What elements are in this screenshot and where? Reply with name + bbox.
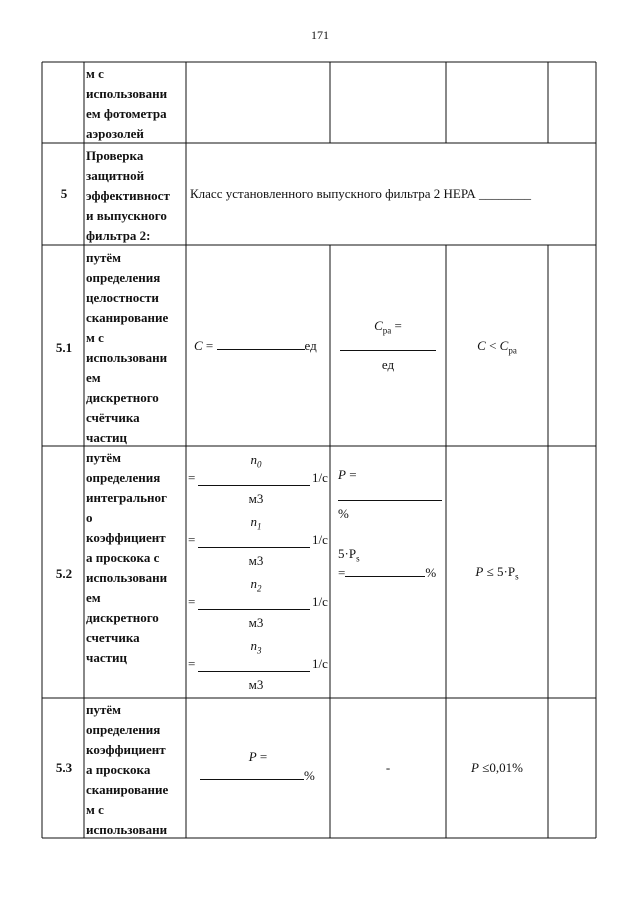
row53-p-value: [200, 768, 328, 784]
row52-p-unit: %: [338, 506, 349, 521]
row52-n2-eq: =: [188, 594, 196, 609]
row52-n1-blank[interactable]: [198, 547, 310, 548]
row53-p-unit: %: [304, 768, 315, 783]
row52-description: путём определения интегральног о коэффициент а проскока с использовани ем дискретного счетчика частиц: [86, 450, 168, 665]
row51-limit-label: [332, 318, 444, 336]
row53-criterion-op: ≤: [482, 760, 490, 775]
row52-n1-label: $n_1$: [250, 514, 262, 532]
row53-description: путём определения коэффициент а проскока сканирование м с использовани: [86, 702, 169, 837]
row52-ps-eq: =: [338, 565, 346, 580]
row52-n0-eq: =: [188, 470, 196, 485]
row52-p-blank[interactable]: [338, 500, 442, 501]
row52-criterion-op: ≤: [486, 564, 494, 579]
row52-number: 5.2: [55, 566, 73, 581]
row52-ps-blank[interactable]: [345, 576, 425, 577]
row53-number: 5.3: [55, 760, 73, 775]
row52-n2-below: м3: [248, 615, 264, 630]
row53-criterion-left: P: [471, 760, 479, 775]
row51-measure-blank[interactable]: [217, 349, 305, 350]
row52-criterion: [448, 564, 546, 582]
row5-filter-class-statement: Класс установленного выпускного фильтра 2 НЕРА ________: [190, 186, 532, 201]
row51-criterion-op: <: [489, 338, 497, 353]
row52-n3-unit: 1/с: [312, 656, 328, 671]
row51-limit-var: C: [374, 318, 383, 333]
row52-n2-label: $n_2$: [250, 576, 262, 594]
row51-description: путём определения целостности сканирование м с использовани ем дискретного счётчика частиц: [86, 250, 169, 445]
row52-criterion-sub: s: [515, 571, 519, 582]
row53-p-blank[interactable]: [200, 779, 304, 780]
row51-measure-unit: ед: [304, 338, 317, 353]
row51-number: 5.1: [55, 340, 73, 355]
row53-limit-value: -: [385, 760, 391, 775]
row52-p-label: P =: [338, 467, 357, 482]
row52-ps-value: [338, 565, 444, 581]
row51-limit-blank[interactable]: [340, 350, 436, 351]
row52-n3-eq: =: [188, 656, 196, 671]
row52-n1-below: м3: [248, 553, 264, 568]
row-cont-description: м с использовани ем фотометра аэрозолей: [86, 66, 168, 141]
row52-n1-eq: =: [188, 532, 196, 547]
row52-n1-unit: 1/с: [312, 532, 328, 547]
row51-measured-value: [194, 338, 328, 354]
row51-measure-eq: =: [205, 338, 214, 353]
row51-limit-sub: ра: [382, 325, 392, 336]
row52-n0-below: м3: [248, 491, 264, 506]
row51-measure-var: C: [194, 338, 203, 353]
row52-n2-unit: 1/с: [312, 594, 328, 609]
row52-n3-below: м3: [248, 677, 264, 692]
row5-number: 5: [60, 186, 68, 201]
row53-p-label: P =: [248, 749, 268, 764]
row5-description: Проверка защитной эффективност и выпускного фильтра 2:: [86, 148, 170, 243]
row52-n3-label: $n_3$: [250, 638, 262, 656]
row52-n3-blank[interactable]: [198, 671, 310, 672]
row52-n0-blank[interactable]: [198, 485, 310, 486]
row51-criterion-right: C: [499, 338, 509, 353]
page-number: 171: [311, 28, 329, 42]
row52-n0-unit: 1/с: [312, 470, 328, 485]
row51-limit-eq: =: [394, 318, 402, 333]
row51-limit-unit: ед: [381, 357, 395, 372]
row52-n2-blank[interactable]: [198, 609, 310, 610]
row52-criterion-left: P: [475, 564, 484, 579]
row53-criterion: [448, 760, 546, 776]
row52-ps-unit: %: [425, 565, 437, 580]
row51-criterion: [448, 338, 546, 356]
row52-ps-label: $5\cdot P_s$: [338, 546, 360, 564]
row52-n0-label: $n_0$: [250, 452, 262, 470]
row53-criterion-value: 0,01%: [489, 760, 523, 775]
row52-criterion-right: 5·P: [497, 564, 516, 579]
row51-criterion-sub: ра: [508, 345, 517, 356]
row51-criterion-left: C: [477, 338, 486, 353]
